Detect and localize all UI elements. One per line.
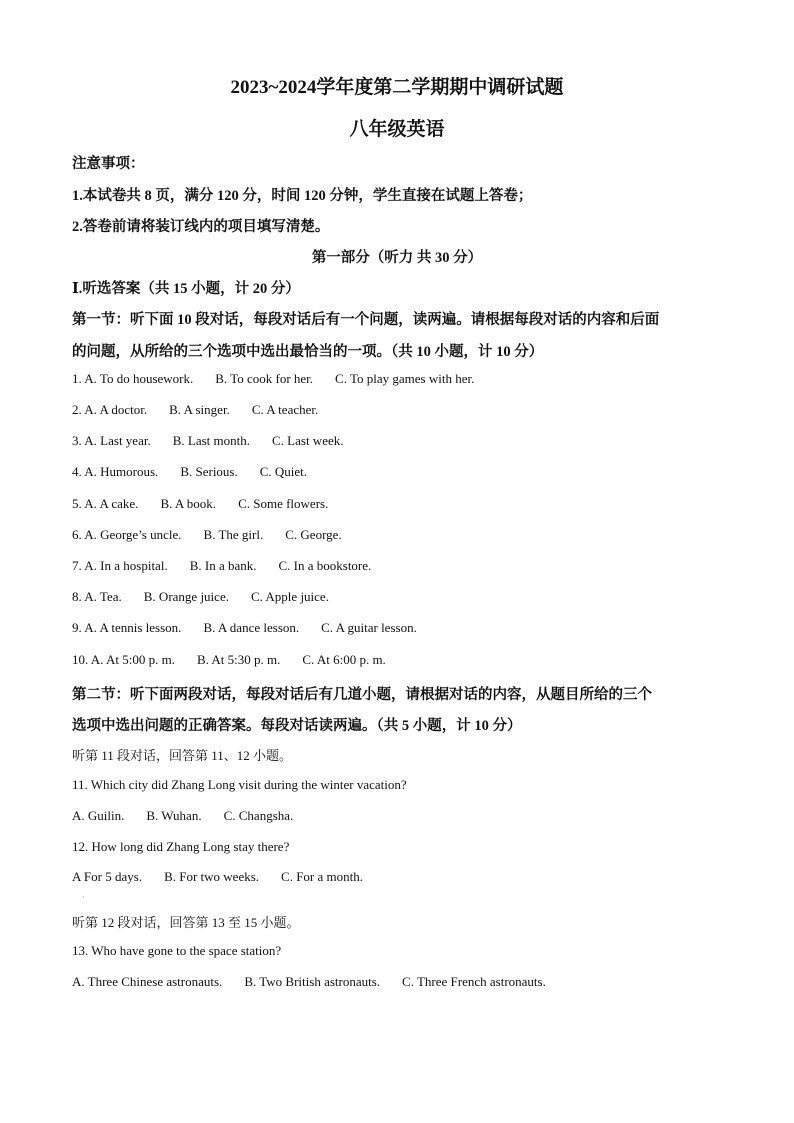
- part1-heading: 第一部分（听力 共 30 分）: [311, 250, 483, 266]
- option-b: B. Two British astronauts.: [244, 974, 381, 989]
- option-a: 7. A. In a hospital.: [72, 558, 168, 573]
- option-b: B. At 5:30 p. m.: [196, 652, 281, 667]
- option-b: B. Wuhan.: [146, 808, 202, 823]
- option-b: B. A singer.: [169, 402, 230, 417]
- question-13-options: [72, 974, 546, 990]
- option-b: B. For two weeks.: [164, 869, 260, 884]
- question-11-options: [72, 808, 293, 824]
- option-a: 6. A. George’s uncle.: [72, 527, 182, 542]
- question-1: [72, 371, 474, 387]
- option-b: B. In a bank.: [189, 558, 257, 573]
- option-b: B. A dance lesson.: [203, 620, 300, 635]
- option-c: C. Apple juice.: [250, 589, 329, 604]
- option-a: 10. A. At 5:00 p. m.: [72, 652, 175, 667]
- option-c: C. For a month.: [281, 869, 364, 884]
- option-c: C. A teacher.: [251, 402, 319, 417]
- option-c: C. Three French astronauts.: [402, 974, 546, 989]
- option-b: B. Orange juice.: [143, 589, 229, 604]
- question-9: [72, 620, 417, 636]
- sub2-instructions-line1: 第二节：听下面两段对话，每段对话后有几道小题，请根据对话的内容，从题目所给的三个: [72, 687, 652, 703]
- stray-dot: ·: [82, 893, 85, 902]
- question-7: [72, 558, 371, 574]
- option-a: A For 5 days.: [72, 869, 143, 884]
- question-11-stem: 11. Which city did Zhang Long visit during the winter vacation?: [72, 777, 407, 792]
- option-b: B. A book.: [160, 496, 217, 511]
- question-12-options: [72, 869, 363, 885]
- option-a: 5. A. A cake.: [72, 496, 139, 511]
- option-c: C. Last week.: [272, 433, 344, 448]
- note-item-2: 2.答卷前请将装订线内的项目填写清楚。: [72, 219, 330, 235]
- question-12-stem: 12. How long did Zhang Long stay there?: [72, 839, 290, 854]
- dialog-11-instruction: 听第 11 段对话，回答第 11、12 小题。: [72, 748, 293, 763]
- notes-heading: 注意事项：: [72, 156, 145, 172]
- option-b: B. Serious.: [180, 464, 238, 479]
- option-a: 3. A. Last year.: [72, 433, 151, 448]
- question-4: [72, 464, 307, 480]
- sub1-instructions-line2: 的问题，从所给的三个选项中选出最恰当的一项。（共 10 小题，计 10 分）: [72, 344, 544, 360]
- option-a: A. Three Chinese astronauts.: [72, 974, 223, 989]
- dialog-12-instruction: 听第 12 段对话，回答第 13 至 15 小题。: [72, 915, 300, 930]
- question-3: [72, 433, 343, 449]
- option-a: A. Guilin.: [72, 808, 125, 823]
- option-a: 1. A. To do housework.: [72, 371, 194, 386]
- note-item-1: 1.本试卷共 8 页，满分 120 分，时间 120 分钟，学生直接在试题上答卷；: [72, 188, 533, 204]
- section1-heading: Ⅰ.听选答案（共 15 小题，计 20 分）: [72, 281, 300, 297]
- exam-title: 2023~2024学年度第二学期期中调研试题: [230, 77, 564, 98]
- sub2-instructions-line2: 选项中选出问题的正确答案。每段对话读两遍。（共 5 小题，计 10 分）: [72, 718, 522, 734]
- option-a: 4. A. Humorous.: [72, 464, 159, 479]
- option-c: C. George.: [285, 527, 342, 542]
- option-c: C. A guitar lesson.: [321, 620, 417, 635]
- option-b: B. To cook for her.: [215, 371, 314, 386]
- option-a: 9. A. A tennis lesson.: [72, 620, 182, 635]
- question-5: [72, 496, 328, 512]
- option-c: C. At 6:00 p. m.: [302, 652, 386, 667]
- question-13-stem: 13. Who have gone to the space station?: [72, 943, 282, 958]
- sub1-instructions-line1: 第一节：听下面 10 段对话，每段对话后有一个问题，读两遍。请根据每段对话的内容和后面: [72, 312, 660, 328]
- question-6: [72, 527, 342, 543]
- option-a: 2. A. A doctor.: [72, 402, 148, 417]
- option-c: C. To play games with her.: [335, 371, 475, 386]
- option-b: B. The girl.: [203, 527, 264, 542]
- option-a: 8. A. Tea.: [72, 589, 122, 604]
- option-c: C. Quiet.: [259, 464, 308, 479]
- option-c: C. Some flowers.: [238, 496, 329, 511]
- question-8: [72, 589, 329, 605]
- question-10: [72, 652, 386, 668]
- option-b: B. Last month.: [172, 433, 250, 448]
- option-c: C. In a bookstore.: [278, 558, 372, 573]
- exam-subtitle: 八年级英语: [349, 119, 445, 140]
- option-c: C. Changsha.: [223, 808, 294, 823]
- question-2: [72, 402, 318, 418]
